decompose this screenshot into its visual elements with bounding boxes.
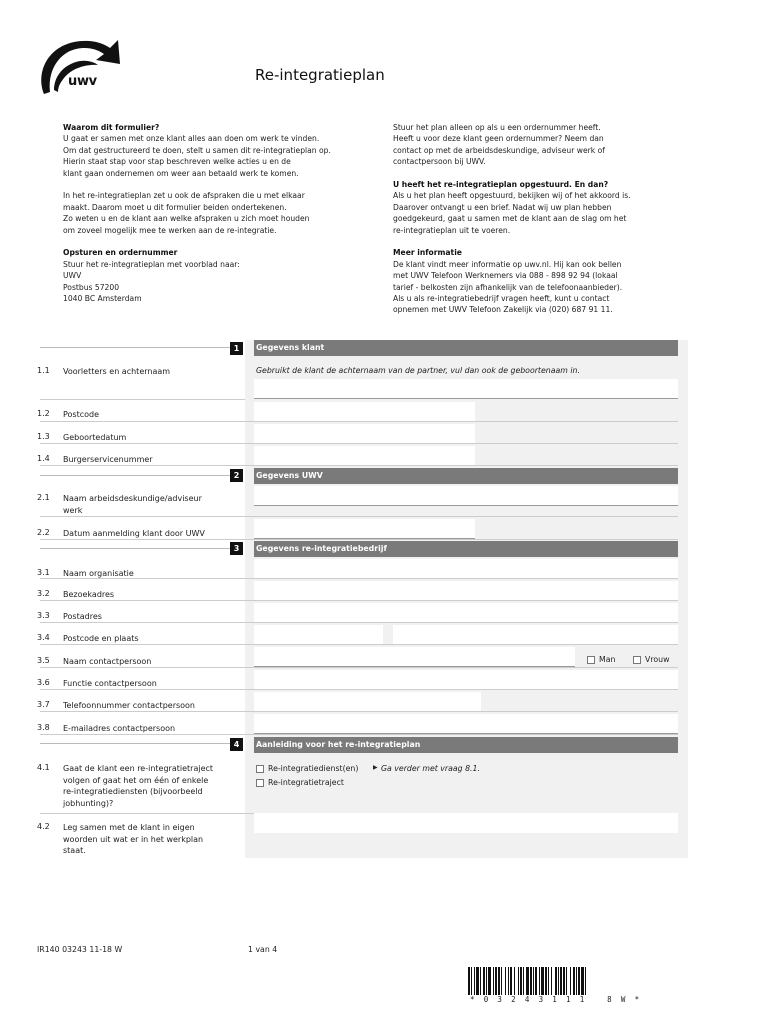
barcode-bar (483, 967, 485, 995)
row-divider (40, 711, 678, 712)
page-number: 1 van 4 (248, 945, 278, 954)
contact-email-input[interactable] (254, 714, 678, 734)
then-line: re-integratieplan uit te voeren. (393, 225, 511, 235)
section-number: 1 (230, 342, 243, 355)
question-label: Postadres (63, 612, 102, 621)
barcode-bar (535, 967, 537, 995)
section-number: 3 (230, 542, 243, 555)
barcode-bar (573, 967, 575, 995)
label-line: werk (63, 505, 83, 515)
question-label: Functie contactpersoon (63, 679, 157, 688)
question-number: 3.1 (37, 568, 50, 577)
birthdate-input[interactable] (254, 424, 475, 444)
question-number: 1.3 (37, 432, 50, 441)
barcode-bar (576, 967, 577, 995)
barcode-bar (523, 967, 524, 995)
question-number: 4.2 (37, 822, 50, 831)
section-header-gegevens-uwv: Gegevens UWV (254, 468, 678, 484)
postcode-org-input[interactable] (254, 625, 383, 645)
why-heading: Waarom dit formulier? (63, 123, 160, 132)
barcode-bar (563, 967, 565, 995)
organisation-input[interactable] (254, 559, 678, 579)
row-divider (40, 734, 678, 735)
section-header-gegevens-klant: Gegevens klant (254, 340, 678, 356)
question-label: Telefoonnummer contactpersoon (63, 701, 196, 710)
barcode-text: *03243111 8W* (470, 995, 649, 1004)
barcode-bar (545, 967, 547, 995)
option-dienst-note: Ga verder met vraag 8.1. (381, 764, 480, 773)
info-line: met UWV Telefoon Werknemers via 088 - 898 92 94 (lokaal (393, 271, 618, 281)
send-line: Postbus 57200 (63, 282, 120, 292)
vrouw-label: Vrouw (645, 655, 670, 664)
order-line: contact op met de arbeidsdeskundige, adviseur werk of (393, 145, 605, 155)
man-checkbox[interactable] (587, 656, 595, 664)
order-line: contactpersoon bij UWV. (393, 157, 486, 167)
barcode-bar (514, 967, 515, 995)
barcode-bar (530, 967, 532, 995)
barcode-bar (578, 967, 580, 995)
logo-text: uwv (68, 74, 97, 89)
label-line: woorden uit wat er in het werkplan (63, 834, 204, 844)
postcode-input[interactable] (254, 402, 475, 422)
section-divider (40, 347, 243, 348)
why-line: klant gaan ondernemen om weer aan betaald werk te komen. (63, 168, 299, 178)
option-traject-checkbox[interactable] (256, 779, 264, 787)
label-line: volgen of gaat het om één of enkele (63, 775, 209, 785)
barcode-bar (468, 967, 470, 995)
barcode-bar (480, 967, 481, 995)
info-line: tarief - belkosten zijn afhankelijk van de telefoonaanbieder). (393, 282, 623, 292)
info-heading: Meer informatie (393, 248, 462, 258)
barcode (468, 967, 676, 995)
bsn-input[interactable] (254, 446, 475, 466)
question-number: 3.8 (37, 723, 50, 732)
section-divider (40, 475, 243, 476)
then-line: goedgekeurd, gaat u samen met de klant aan de slag om het (393, 214, 627, 224)
postal-address-input[interactable] (254, 603, 678, 623)
question-number: 1.2 (37, 409, 50, 418)
label-line: Gaat de klant een re-integratietraject (63, 764, 214, 773)
question-number: 3.6 (37, 678, 50, 687)
vrouw-checkbox[interactable] (633, 656, 641, 664)
barcode-bar (471, 967, 472, 995)
then-line: Daarover ontvangt u een brief. Nadat wij uw plan hebben (393, 202, 612, 212)
barcode-bar (495, 967, 497, 995)
contact-name-input[interactable] (254, 647, 575, 667)
question-number: 1.1 (37, 366, 50, 375)
question-label (63, 763, 213, 809)
page-title: Re-integratieplan (255, 66, 385, 84)
then-line: Als u het plan heeft opgestuurd, bekijken wij of het akkoord is. (393, 191, 631, 201)
send-line: 1040 BC Amsterdam (63, 294, 142, 304)
question-label: Postcode en plaats (63, 634, 139, 643)
row-divider (40, 516, 678, 517)
question-label: Datum aanmelding klant door UWV (63, 529, 205, 538)
row-divider (40, 465, 678, 466)
question-number: 3.2 (37, 589, 50, 598)
label-line: staat. (63, 846, 86, 855)
row-divider (40, 578, 678, 579)
arrow-right-icon: ▶ (373, 764, 378, 771)
barcode-bar (566, 967, 567, 995)
barcode-bar (551, 967, 552, 995)
contact-function-input[interactable] (254, 670, 678, 690)
info-line: Als u als re-integratiebedrijf vragen heeft, kunt u contact (393, 294, 610, 304)
why-line: U gaat er samen met onze klant alles aan doen om werk te vinden. (63, 134, 320, 144)
question-label: Naam organisatie (63, 569, 134, 578)
row-divider (40, 539, 678, 540)
section-number: 4 (230, 738, 243, 751)
row-divider (40, 644, 678, 645)
label-line: jobhunting)? (63, 798, 114, 808)
uwv-logo (34, 34, 124, 100)
agree-line: maakt. Daarom moet u dit formulier beiden ondertekenen. (63, 202, 287, 212)
info-line: De klant vindt meer informatie op uwv.nl. Hij kan ook bellen (393, 259, 622, 269)
send-heading: Opsturen en ordernummer (63, 248, 178, 258)
option-dienst-label: Re-integratiedienst(en) (268, 764, 359, 773)
visit-address-input[interactable] (254, 581, 678, 601)
option-traject-label: Re-integratietraject (268, 778, 344, 787)
barcode-bar (533, 967, 534, 995)
agree-line: Zo weten u en de klant aan welke afspraken u zich moet houden (63, 214, 310, 224)
name-input[interactable] (254, 379, 678, 399)
question-number: 3.5 (37, 656, 50, 665)
barcode-bar (520, 967, 522, 995)
barcode-bar (493, 967, 494, 995)
barcode-bar (581, 967, 584, 995)
question-label (63, 822, 203, 857)
barcode-bar (558, 967, 559, 995)
option-dienst-checkbox[interactable] (256, 765, 264, 773)
agree-line: In het re-integratieplan zet u ook de afspraken die u met elkaar (63, 191, 305, 201)
row-divider (40, 399, 245, 400)
row-divider (40, 667, 678, 668)
question-number: 4.1 (37, 763, 50, 772)
advisor-name-input[interactable] (254, 486, 678, 506)
man-label: Man (599, 655, 616, 664)
intro-left (63, 122, 388, 304)
question-label: Voorletters en achternaam (63, 367, 171, 376)
registration-date-input[interactable] (254, 519, 475, 539)
send-line: Stuur het re-integratieplan met voorblad naar: (63, 259, 240, 269)
barcode-bar (526, 967, 529, 995)
why-line: Hierin staat stap voor stap beschreven welke acties u en de (63, 157, 291, 167)
barcode-bar (539, 967, 540, 995)
barcode-bar (486, 967, 487, 995)
label-line: re-integratiediensten (bijvoorbeeld (63, 787, 203, 796)
question-label (63, 493, 202, 516)
question-number: 3.4 (37, 633, 50, 642)
form-code: IR140 03243 11-18 W (37, 945, 123, 954)
barcode-bar (585, 967, 586, 995)
row-divider (40, 421, 678, 422)
question-label: Bezoekadres (63, 590, 115, 599)
row-divider (40, 443, 678, 444)
label-line: Leg samen met de klant in eigen (63, 823, 195, 832)
section-number: 2 (230, 469, 243, 482)
question-number: 1.4 (37, 454, 50, 463)
question-label: Postcode (63, 410, 100, 419)
section-divider (40, 548, 243, 549)
section-header-aanleiding: Aanleiding voor het re-integratieplan (254, 737, 678, 753)
workplan-summary-input[interactable] (254, 813, 678, 833)
barcode-bar (474, 967, 475, 995)
label-line: Naam arbeidsdeskundige/adviseur (63, 494, 202, 503)
barcode-bar (570, 967, 571, 995)
uwv-swoosh-icon (34, 34, 124, 100)
barcode-bar (498, 967, 500, 995)
city-input[interactable] (393, 625, 678, 645)
section-header-gegevens-re-integratiebedrijf: Gegevens re-integratiebedrijf (254, 541, 678, 557)
why-line: Om dat gestructureerd te doen, stelt u samen dit re-integratieplan op. (63, 145, 331, 155)
then-heading: U heeft het re-integratieplan opgestuurd. En dan? (393, 180, 609, 190)
barcode-bar (560, 967, 562, 995)
contact-phone-input[interactable] (254, 692, 481, 712)
barcode-bar (488, 967, 491, 995)
section-divider (40, 743, 243, 744)
barcode-bar (548, 967, 549, 995)
info-line: opnemen met UWV Telefoon Zakelijk via (020) 687 91 11. (393, 305, 613, 315)
barcode-bar (508, 967, 509, 995)
question-number: 3.3 (37, 611, 50, 620)
question-number: 2.2 (37, 528, 50, 537)
question-number: 3.7 (37, 700, 50, 709)
question-hint: Gebruikt de klant de achternaam van de partner, vul dan ook de geboortenaam in. (256, 366, 580, 375)
question-label: Geboortedatum (63, 433, 127, 442)
barcode-bar (501, 967, 502, 995)
barcode-bar (555, 967, 557, 995)
row-divider (40, 689, 678, 690)
question-number: 2.1 (37, 493, 50, 502)
send-line: UWV (63, 271, 82, 281)
barcode-bar (505, 967, 506, 995)
barcode-bar (510, 967, 512, 995)
row-divider (40, 600, 678, 601)
intro-right (393, 122, 683, 316)
barcode-bar (518, 967, 519, 995)
order-line: Heeft u voor deze klant geen ordernummer? Neem dan (393, 134, 604, 144)
order-line: Stuur het plan alleen op als u een ordernummer heeft. (393, 123, 601, 132)
question-label: Burgerservicenummer (63, 455, 153, 464)
agree-line: om zoveel mogelijk mee te werken aan de re-integratie. (63, 225, 277, 235)
question-label: E-mailadres contactpersoon (63, 724, 176, 733)
row-divider (40, 622, 678, 623)
question-label: Naam contactpersoon (63, 657, 152, 666)
barcode-bar (476, 967, 479, 995)
barcode-bar (541, 967, 544, 995)
